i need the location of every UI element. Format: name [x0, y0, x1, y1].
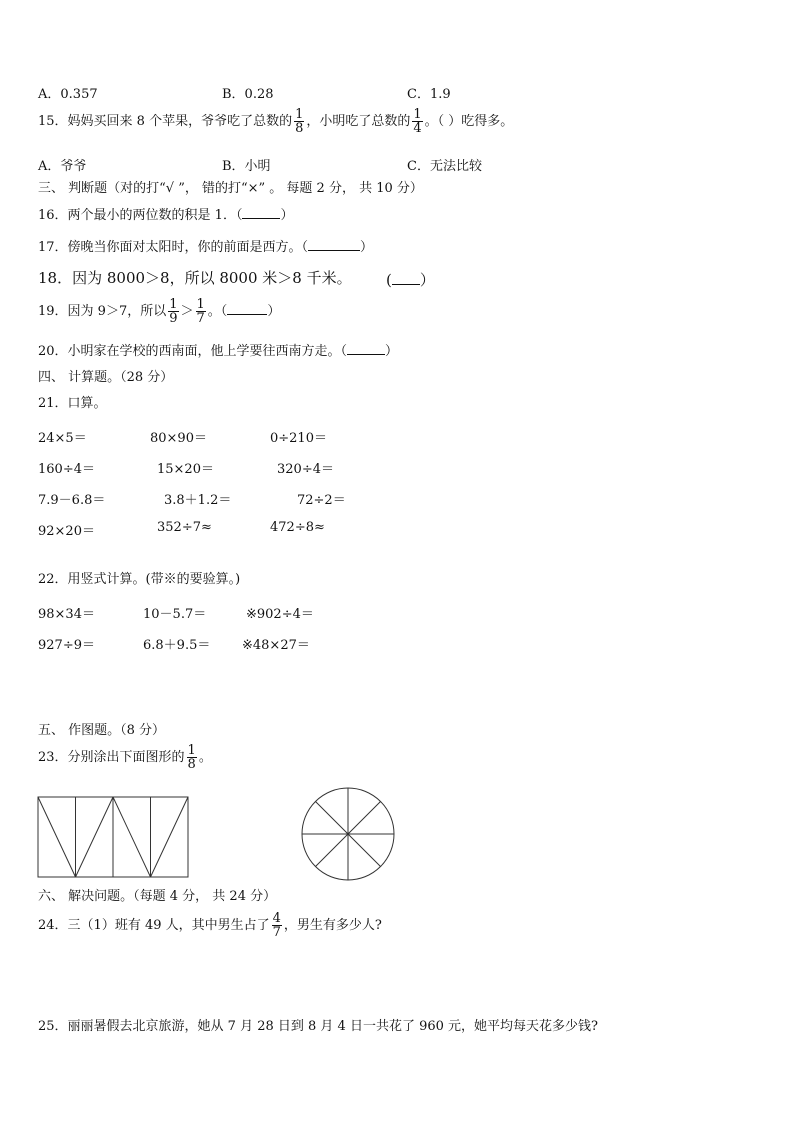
rectangle-figure[interactable] — [36, 795, 192, 881]
oral-calc-item: 92×20＝ — [38, 524, 95, 539]
oral-calc-item: 472÷8≈ — [270, 520, 325, 535]
vertical-calc-item: 10－5.7＝ — [143, 607, 207, 622]
q15-option-b: B．小明 — [222, 159, 271, 174]
q17-text: 17．傍晚当你面对太阳时，你的前面是西方。（ — [38, 240, 309, 255]
q18-text: 18．因为 8000＞8，所以 8000 米＞8 千米。 — [38, 269, 352, 287]
close-paren: ） — [419, 271, 435, 289]
vertical-calc-item: 98×34＝ — [38, 607, 95, 622]
section-4-heading: 四、 计算题。（28 分） — [38, 370, 174, 385]
q15-text-3: 。（ ）吃得多。 — [424, 114, 514, 129]
q18-answer: ( ） — [386, 271, 435, 289]
oral-calc-item: 7.9－6.8＝ — [38, 493, 106, 508]
fraction-1-7 — [196, 298, 206, 325]
vertical-calc-item: 927÷9＝ — [38, 638, 95, 653]
q24-text-2: ，男生有多少人? — [283, 918, 382, 933]
numerator: 1 — [169, 297, 178, 312]
oral-calc-item: 3.8＋1.2＝ — [164, 493, 232, 508]
numerator: 1 — [187, 743, 196, 758]
answer-blank[interactable] — [227, 302, 267, 315]
question-21: 21．口算。 — [38, 396, 107, 411]
answer-blank[interactable] — [242, 206, 280, 219]
oral-calc-item: 352÷7≈ — [157, 520, 212, 535]
close-paren: ） — [360, 240, 374, 255]
denominator: 8 — [187, 757, 196, 772]
question-17 — [38, 238, 373, 257]
q19-text-1: 19．因为 9＞7，所以 — [38, 304, 167, 319]
q15-option-c: C．无法比较 — [407, 159, 482, 174]
close-paren: ） — [280, 208, 294, 223]
denominator: 7 — [196, 311, 205, 326]
oral-calc-item: 15×20＝ — [157, 462, 214, 477]
section-3-heading: 三、 判断题（对的打“√ ”， 错的打“×” 。 每题 2 分， 共 10 分） — [38, 181, 423, 196]
q14-option-c: C．1.9 — [407, 87, 451, 102]
fraction-1-9 — [168, 298, 178, 325]
numerator: 1 — [413, 107, 422, 122]
q15-text-2: ，小明吃了总数的 — [306, 114, 411, 129]
q24-text-1: 24．三（1）班有 49 人，其中男生占了 — [38, 918, 270, 933]
oral-calc-item: 160÷4＝ — [38, 462, 95, 477]
fraction-1-8 — [294, 108, 304, 135]
circle-figure[interactable] — [298, 786, 398, 886]
greater-than: ＞ — [180, 304, 194, 319]
oral-calc-item: 0÷210＝ — [270, 431, 327, 446]
denominator: 7 — [272, 925, 281, 940]
question-16 — [38, 206, 293, 225]
fraction-1-4 — [412, 108, 422, 135]
answer-blank[interactable] — [308, 238, 360, 251]
q19-text-2: 。（ — [207, 304, 228, 319]
denominator: 4 — [413, 121, 422, 136]
q15-option-a: A．爷爷 — [38, 159, 87, 174]
question-18 — [38, 269, 352, 287]
q20-text: 20．小明家在学校的西南面，他上学要往西南方走。（ — [38, 344, 348, 359]
q14-option-a: A．0.357 — [38, 87, 98, 102]
question-24 — [38, 912, 382, 939]
denominator: 9 — [169, 311, 178, 326]
oral-calc-item: 72÷2＝ — [297, 493, 346, 508]
numerator: 1 — [196, 297, 205, 312]
fraction-1-8 — [187, 744, 197, 771]
vertical-calc-item: 6.8＋9.5＝ — [143, 638, 211, 653]
oral-calc-item: 320÷4＝ — [277, 462, 334, 477]
question-20 — [38, 342, 398, 361]
question-22: 22．用竖式计算。(带※的要验算。) — [38, 572, 241, 587]
answer-blank[interactable] — [347, 342, 385, 355]
q23-text-1: 23．分别涂出下面图形的 — [38, 750, 185, 765]
numerator: 4 — [272, 911, 281, 926]
vertical-calc-item: ※902÷4＝ — [246, 607, 314, 622]
close-paren: ） — [385, 344, 399, 359]
question-23 — [38, 744, 212, 771]
vertical-calc-item: ※48×27＝ — [242, 638, 310, 653]
q14-option-b: B．0.28 — [222, 87, 274, 102]
numerator: 1 — [295, 107, 304, 122]
q16-text: 16．两个最小的两位数的积是 1．（ — [38, 208, 243, 223]
close-paren: ） — [267, 304, 281, 319]
question-25: 25．丽丽暑假去北京旅游，她从 7 月 28 日到 8 月 4 日一共花了 960 元，她平均每天花多少钱? — [38, 1019, 599, 1034]
section-6-heading: 六、 解决问题。（每题 4 分， 共 24 分） — [38, 889, 277, 904]
q15-text-1: 15．妈妈买回来 8 个苹果，爷爷吃了总数的 — [38, 114, 293, 129]
fraction-4-7 — [272, 912, 282, 939]
question-15 — [38, 108, 513, 135]
oral-calc-item: 80×90＝ — [150, 431, 207, 446]
answer-blank[interactable] — [392, 272, 420, 285]
denominator: 8 — [295, 121, 304, 136]
q23-text-2: 。 — [198, 750, 212, 765]
oral-calc-item: 24×5＝ — [38, 431, 87, 446]
section-5-heading: 五、 作图题。（8 分） — [38, 723, 166, 738]
question-19 — [38, 298, 280, 325]
